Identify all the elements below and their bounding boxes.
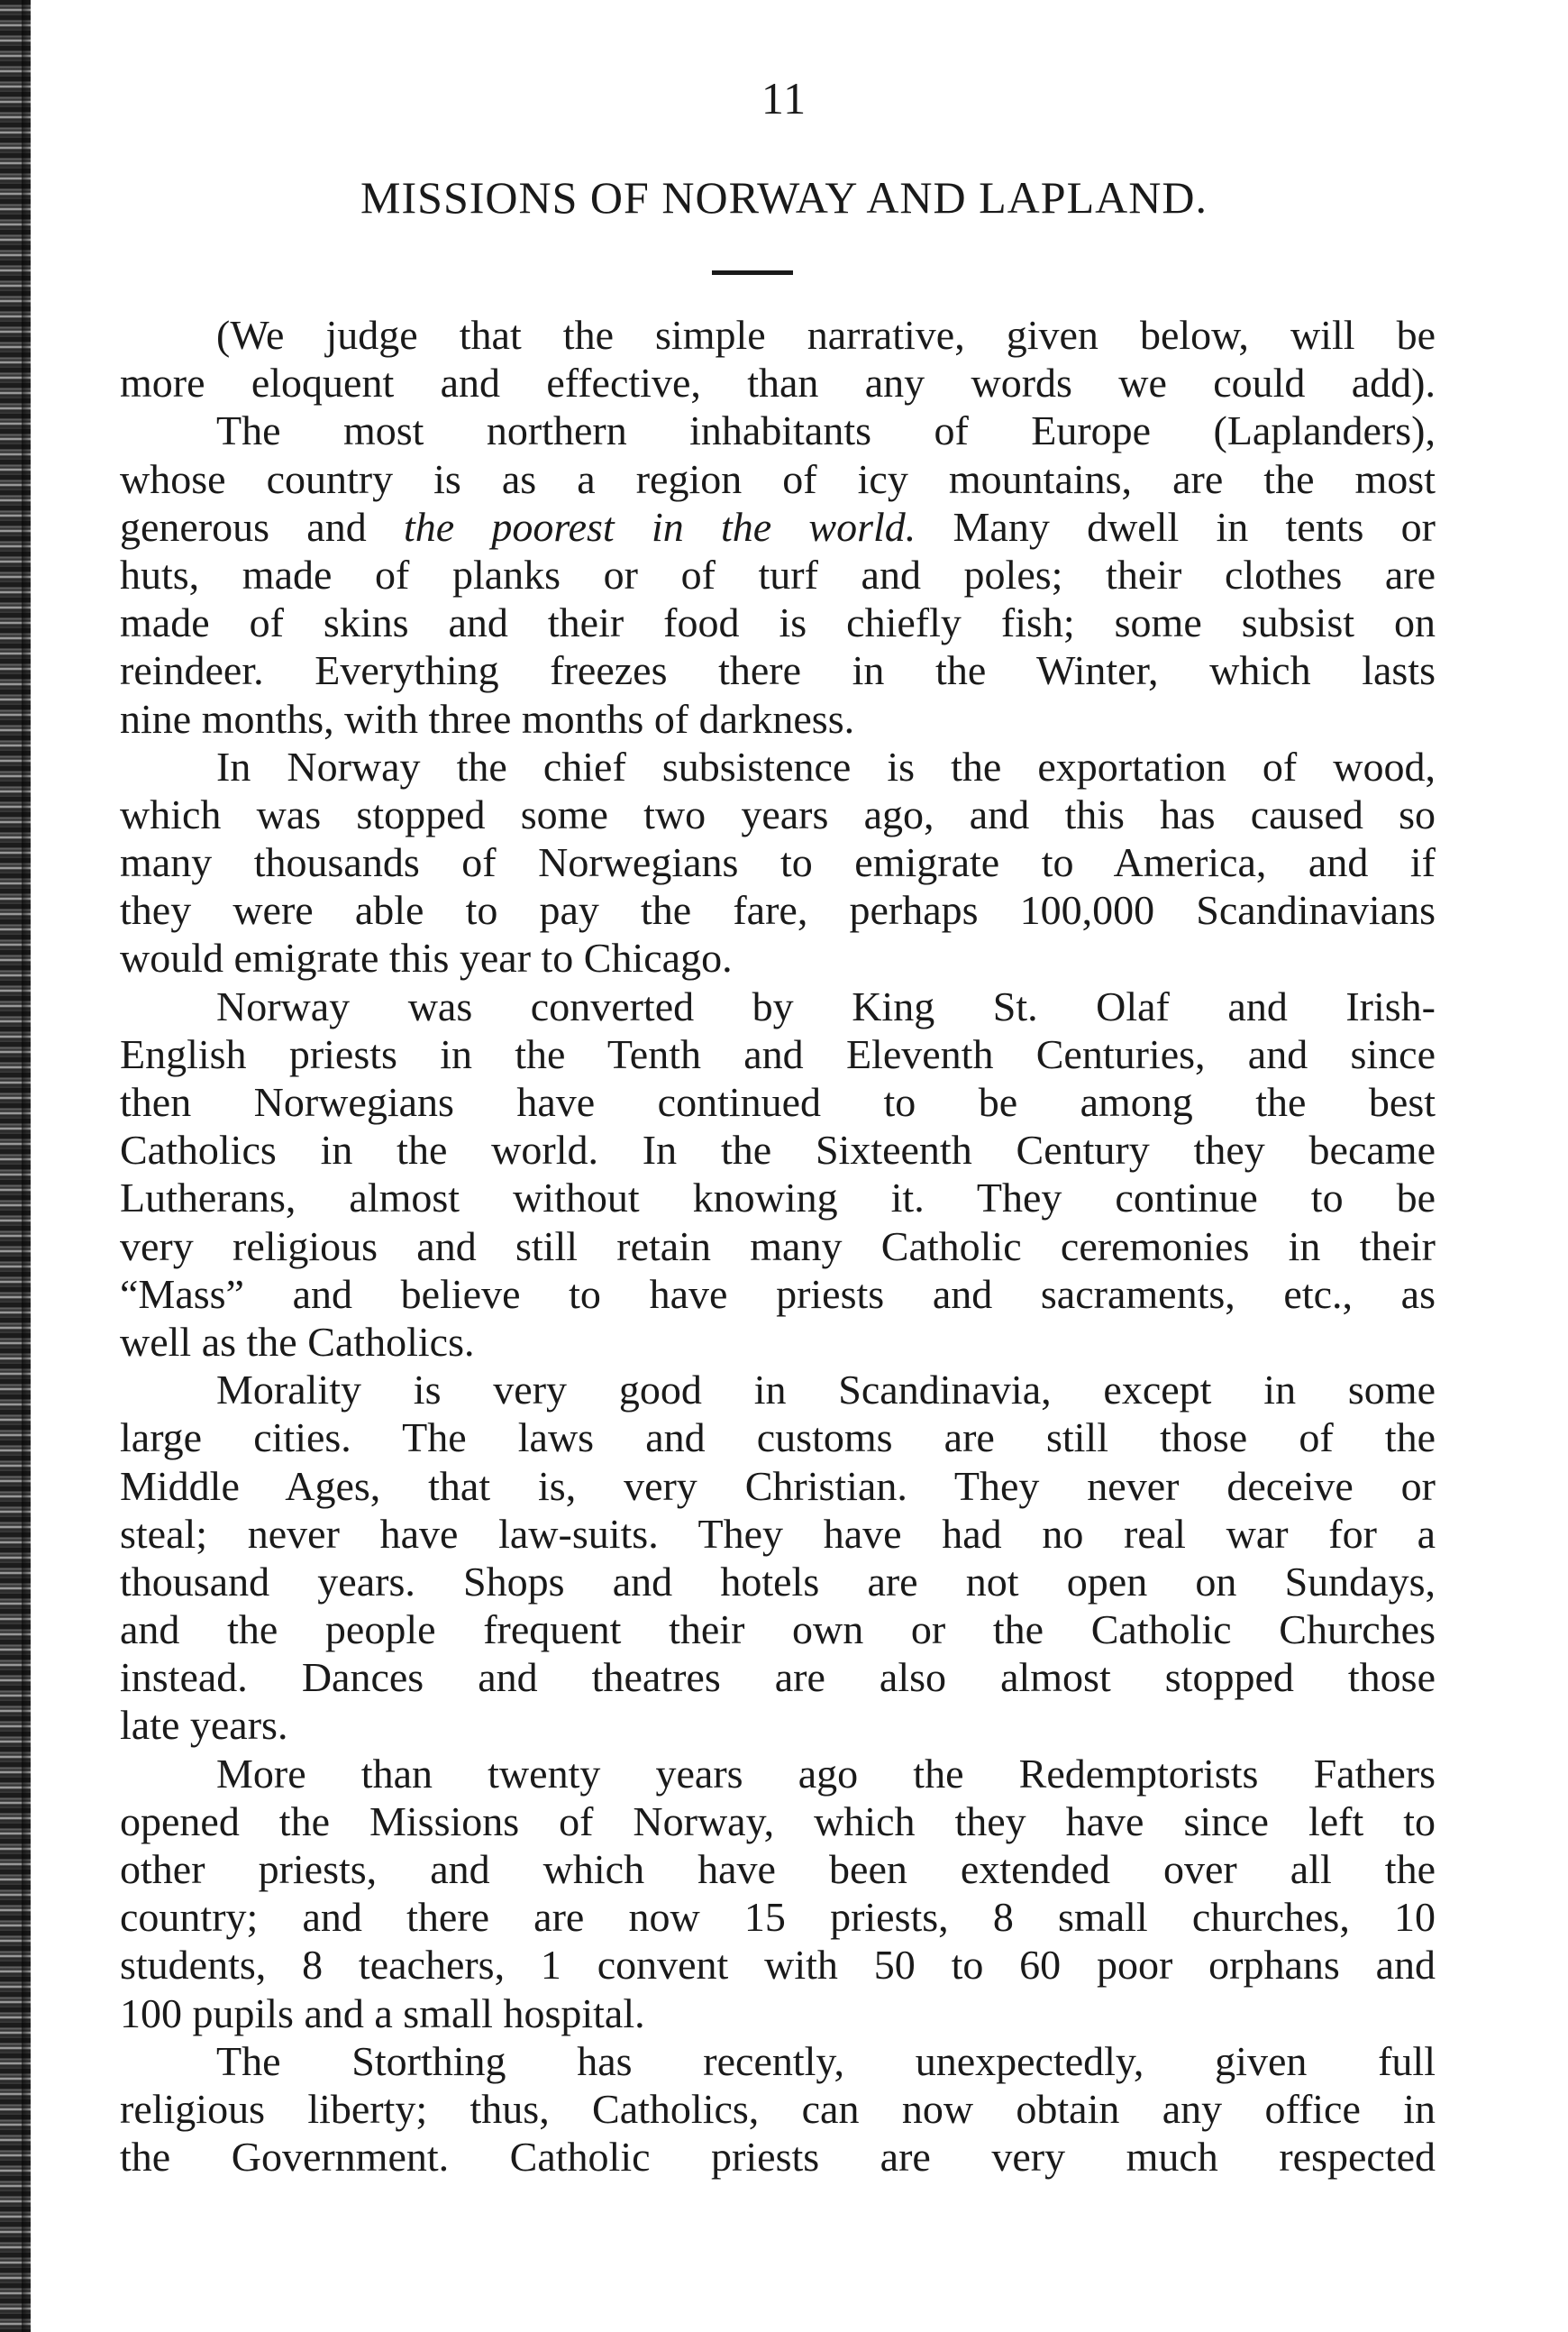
italic-phrase: the poorest in the world. xyxy=(403,503,916,550)
article-body xyxy=(120,311,1436,2181)
text-line: (We judge that the simple narrative, given below, will be xyxy=(216,312,1436,358)
scanned-page-edge xyxy=(0,0,31,2332)
text-line: and the people frequent their own or the Catholic Churches xyxy=(120,1606,1436,1653)
text-line: well as the Catholics. xyxy=(120,1318,475,1365)
text-line: they were able to pay the fare, perhaps 100,000 Scandinavians xyxy=(120,887,1436,934)
text-line: huts, made of planks or of turf and poles; their clothes are xyxy=(120,551,1436,598)
text-line: very religious and still retain many Catholic ceremonies in their xyxy=(120,1222,1436,1269)
text-segment: generous and xyxy=(120,503,404,550)
text-line: then Norwegians have continued to be among the best xyxy=(120,1079,1436,1125)
text-line: large cities. The laws and customs are still those of the xyxy=(120,1414,1436,1461)
text-line: instead. Dances and theatres are also almost stopped those xyxy=(120,1654,1436,1701)
text-line: In Norway the chief subsistence is the exportation of wood, xyxy=(216,743,1436,790)
text-line: English priests in the Tenth and Eleventh Centuries, and since xyxy=(120,1030,1436,1077)
text-line: Lutherans, almost without knowing it. They continue to be xyxy=(120,1175,1436,1221)
text-line: The most northern inhabitants of Europe (Laplanders), xyxy=(216,407,1436,454)
text-line: other priests, and which have been extended over all the xyxy=(120,1846,1436,1892)
text-line: the Government. Catholic priests are very much respected xyxy=(120,2134,1436,2181)
text-line: country; and there are now 15 priests, 8 small churches, 10 xyxy=(120,1894,1436,1941)
text-line: reindeer. Everything freezes there in the Winter, which lasts xyxy=(120,647,1436,694)
text-line xyxy=(120,503,1436,551)
page-title: MISSIONS OF NORWAY AND LAPLAND. xyxy=(360,172,1208,223)
text-line: The Storthing has recently, unexpectedly, given full xyxy=(216,2037,1436,2084)
text-segment: Many dwell in tents or xyxy=(916,503,1436,550)
page-number: 11 xyxy=(761,73,807,123)
text-line: thousand years. Shops and hotels are not open on Sundays, xyxy=(120,1558,1436,1605)
text-line: more eloquent and effective, than any words we could add). xyxy=(120,360,1436,407)
text-line: students, 8 teachers, 1 convent with 50 to 60 poor orphans and xyxy=(120,1942,1436,1989)
text-line: nine months, with three months of darkness. xyxy=(120,695,855,742)
text-line: 100 pupils and a small hospital. xyxy=(120,1989,645,2036)
text-line: opened the Missions of Norway, which they have since left to xyxy=(120,1797,1436,1844)
text-line: More than twenty years ago the Redemptorists Fathers xyxy=(216,1750,1436,1797)
text-line: Catholics in the world. In the Sixteenth Century they became xyxy=(120,1127,1436,1174)
text-line: Norway was converted by King St. Olaf and Irish- xyxy=(216,983,1436,1029)
text-line: whose country is as a region of icy mountains, are the most xyxy=(120,455,1436,502)
text-line: late years. xyxy=(120,1702,288,1749)
text-line: which was stopped some two years ago, and this has caused so xyxy=(120,791,1436,837)
text-line: “Mass” and believe to have priests and sacraments, etc., as xyxy=(120,1270,1436,1317)
text-line: religious liberty; thus, Catholics, can now obtain any office in xyxy=(120,2085,1436,2132)
title-divider xyxy=(712,270,793,275)
text-line: steal; never have law-suits. They have had no real war for a xyxy=(120,1510,1436,1557)
text-line: many thousands of Norwegians to emigrate to America, and if xyxy=(120,839,1436,886)
text-line: would emigrate this year to Chicago. xyxy=(120,935,733,982)
text-line: made of skins and their food is chiefly fish; some subsist on xyxy=(120,599,1436,646)
text-line: Morality is very good in Scandinavia, except in some xyxy=(216,1367,1436,1413)
text-line: Middle Ages, that is, very Christian. They never deceive or xyxy=(120,1462,1436,1509)
